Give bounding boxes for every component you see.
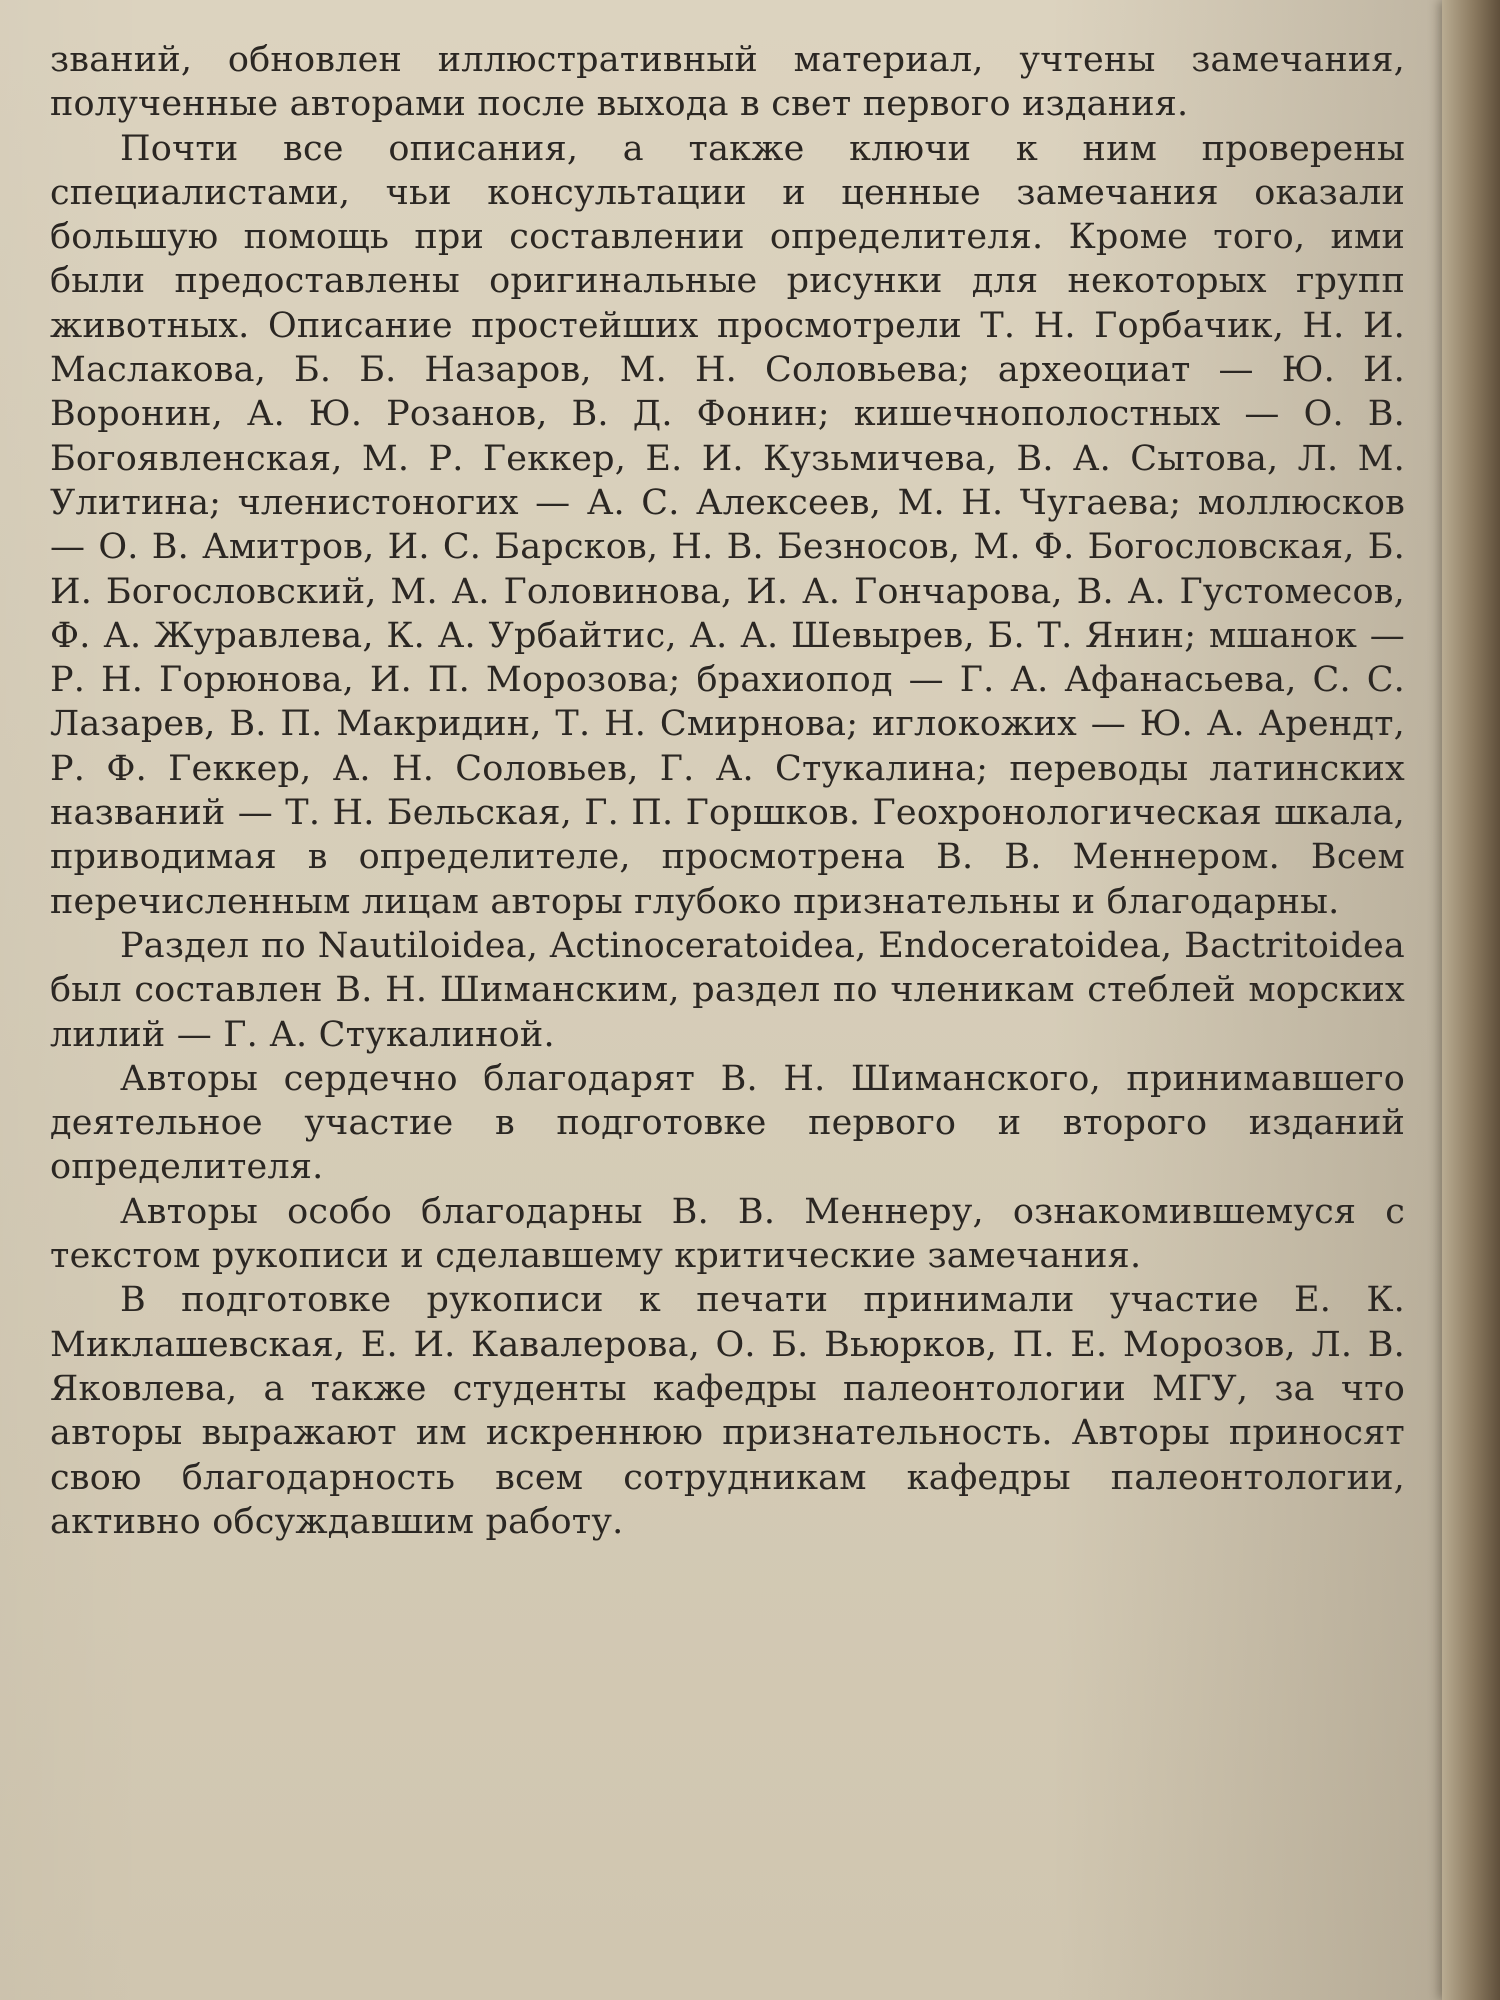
page-text: [50, 38, 1405, 1544]
paragraph-thanks-menner: Авторы особо благодарны В. В. Меннеру, ознакомившемуся с текстом рукописи и сделавшему критические замечания.: [50, 1191, 1405, 1277]
book-gutter: [1442, 0, 1500, 2000]
paragraph-acknowledgments: Почти все описания, а также ключи к ним проверены специалистами, чьи консультации и ценные замечания оказали большую помощь при составлении определителя. Кроме того, ими были предоставлены оригинальные рисунки для некоторых групп животных. Описание простейших просмотрели Т. Н. Горбачик, Н. И. Маслакова, Б. Б. Назаров, М. Н. Соловьева; археоциат — Ю. И. Воронин, А. Ю. Розанов, В. Д. Фонин; кишечнополостных — О. В. Богоявленская, М. Р. Геккер, Е. И. Кузьмичева, В. А. Сытова, Л. М. Улитина; членистоногих — А. С. Алексеев, М. Н. Чугаева; моллюсков — О. В. Амитров, И. С. Барсков, Н. В. Безносов, М. Ф. Богословская, Б. И. Богословский, М. А. Головинова, И. А. Гончарова, В. А. Густомесов, Ф. А. Журавлева, К. А. Урбайтис, А. А. Шевырев, Б. Т. Янин; мшанок — Р. Н. Горюнова, И. П. Морозова; брахиопод — Г. А. Афанасьева, С. С. Лазарев, В. П. Макридин, Т. Н. Смирнова; иглокожих — Ю. А. Арендт, Р. Ф. Геккер, А. Н. Соловьев, Г. А. Стукалина; переводы латинских названий — Т. Н. Бельская, Г. П. Горшков. Геохронологическая шкала, приводимая в определителе, просмотрена В. В. Меннером. Всем перечисленным лицам авторы глубоко признательны и благодарны.: [50, 128, 1405, 922]
paragraph-thanks-shimansky: Авторы сердечно благодарят В. Н. Шиманского, принимавшего деятельное участие в подготовке первого и второго изданий определителя.: [50, 1058, 1405, 1188]
paragraph-sections: Раздел по Nautiloidea, Actinoceratoidea, Endoceratoidea, Bactritoidea был составлен В. Н. Шиманским, раздел по членикам стеблей морских лилий — Г. А. Стукалиной.: [50, 925, 1405, 1055]
paragraph-manuscript-preparation: В подготовке рукописи к печати принимали участие Е. К. Миклашевская, Е. И. Кавалерова, О. Б. Вьюрков, П. Е. Морозов, Л. В. Яковлева, а также студенты кафедры палеонтологии МГУ, за что авторы выражают им искреннюю признательность. Авторы приносят свою благодарность всем сотрудникам кафедры палеонтологии, активно обсуждавшим работу.: [50, 1280, 1405, 1542]
paragraph-continuation: званий, обновлен иллюстративный материал, учтены замечания, полученные авторами после выхода в свет первого издания.: [50, 40, 1405, 125]
